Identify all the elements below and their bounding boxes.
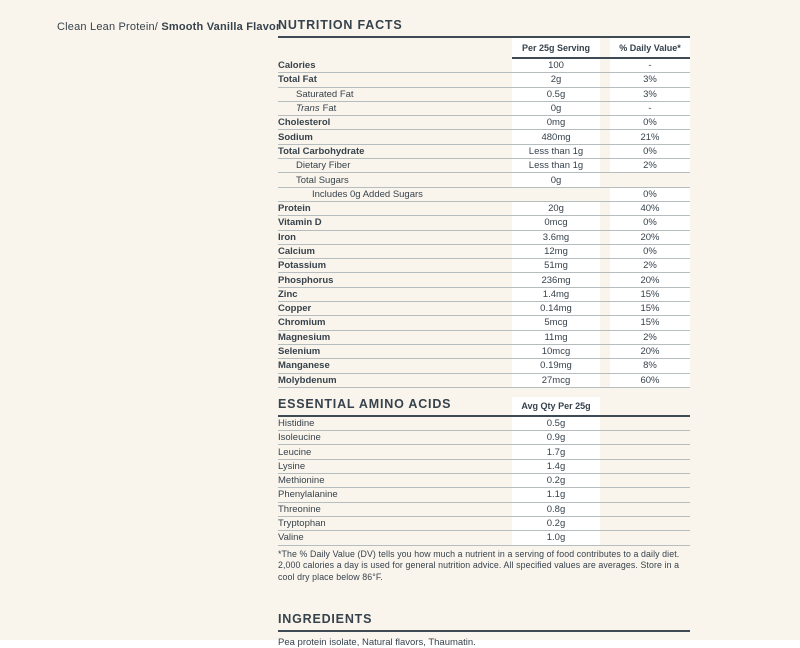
nutrient-label: Includes 0g Added Sugars bbox=[312, 188, 423, 200]
serving-value: 0mcg bbox=[512, 216, 600, 229]
amino-dv-spacer bbox=[610, 431, 690, 444]
daily-value: 15% bbox=[610, 288, 690, 301]
nutrition-row bbox=[278, 345, 690, 359]
nutrient-label: Dietary Fiber bbox=[296, 160, 351, 172]
serving-value: 480mg bbox=[512, 130, 600, 143]
avg-qty-value: 1.7g bbox=[512, 445, 600, 458]
serving-value: 51mg bbox=[512, 259, 600, 272]
nutrient-label: Vitamin D bbox=[278, 217, 322, 229]
daily-value: 40% bbox=[610, 202, 690, 215]
serving-value: 0.19mg bbox=[512, 359, 600, 372]
serving-value: 1.4mg bbox=[512, 288, 600, 301]
nutrition-row bbox=[278, 231, 690, 245]
daily-value: 0% bbox=[610, 145, 690, 158]
nutrient-label: Phosphorus bbox=[278, 274, 334, 286]
amino-dv-spacer bbox=[610, 517, 690, 530]
amino-dv-spacer bbox=[610, 460, 690, 473]
nutrient-label: Cholesterol bbox=[278, 117, 331, 129]
amino-acids-heading: ESSENTIAL AMINO ACIDS bbox=[278, 396, 452, 411]
nutrition-row bbox=[278, 88, 690, 102]
amino-acid-row bbox=[278, 531, 690, 545]
nutrient-label: Selenium bbox=[278, 346, 321, 358]
amino-acid-row bbox=[278, 445, 690, 459]
nutrition-row bbox=[278, 145, 690, 159]
serving-value: 236mg bbox=[512, 273, 600, 286]
serving-value: Less than 1g bbox=[512, 159, 600, 172]
daily-value: 8% bbox=[610, 359, 690, 372]
amino-dv-spacer bbox=[610, 488, 690, 501]
nutrition-row bbox=[278, 188, 690, 202]
daily-value: 15% bbox=[610, 302, 690, 315]
ingredients-list: Pea protein isolate, Natural flavors, Thaumatin. bbox=[278, 637, 476, 648]
amino-acid-label: Valine bbox=[278, 532, 304, 544]
amino-acid-label: Lysine bbox=[278, 460, 306, 472]
label-content bbox=[278, 18, 690, 648]
daily-value: 0% bbox=[610, 245, 690, 258]
amino-acid-row bbox=[278, 474, 690, 488]
daily-value: 20% bbox=[610, 273, 690, 286]
serving-value: 12mg bbox=[512, 245, 600, 258]
nutrient-label: Potassium bbox=[278, 260, 327, 272]
nutrition-row bbox=[278, 73, 690, 87]
nutrient-label: Calcium bbox=[278, 246, 315, 257]
nutrition-row bbox=[278, 259, 690, 273]
nutrient-label: Calories bbox=[278, 60, 316, 72]
serving-value: 2g bbox=[512, 73, 600, 86]
daily-value: 3% bbox=[610, 88, 690, 101]
avg-qty-column-header: Avg Qty Per 25g bbox=[512, 397, 600, 415]
serving-value: 20g bbox=[512, 202, 600, 215]
daily-value: - bbox=[610, 59, 690, 72]
nutrition-row bbox=[278, 102, 690, 116]
daily-value: 2% bbox=[610, 159, 690, 172]
column-header-group bbox=[512, 38, 690, 59]
avg-qty-value: 1.0g bbox=[512, 531, 600, 544]
amino-acid-label: Phenylalanine bbox=[278, 489, 338, 501]
daily-value: 2% bbox=[610, 259, 690, 272]
nutrient-label: Total Carbohydrate bbox=[278, 145, 365, 157]
amino-acids-header bbox=[278, 397, 690, 417]
product-name: Clean Lean Protein/ bbox=[57, 21, 159, 33]
avg-qty-value: 0.9g bbox=[512, 431, 600, 444]
daily-value: 20% bbox=[610, 231, 690, 244]
amino-acid-row bbox=[278, 503, 690, 517]
nutrition-row bbox=[278, 202, 690, 216]
nutrient-label: Magnesium bbox=[278, 331, 331, 343]
daily-value: 15% bbox=[610, 316, 690, 329]
serving-value: 0.14mg bbox=[512, 302, 600, 315]
daily-value: 60% bbox=[610, 374, 690, 387]
serving-value: 0.5g bbox=[512, 88, 600, 101]
nutrient-label: Sodium bbox=[278, 131, 313, 143]
avg-qty-value: 0.2g bbox=[512, 517, 600, 530]
nutrition-row bbox=[278, 302, 690, 316]
amino-dv-spacer bbox=[610, 417, 690, 430]
nutrient-label: Copper bbox=[278, 303, 312, 315]
avg-qty-value: 1.1g bbox=[512, 488, 600, 501]
serving-value: 100 bbox=[512, 59, 600, 72]
nutrition-facts-heading: NUTRITION FACTS bbox=[278, 18, 690, 38]
daily-value-footnote: *The % Daily Value (DV) tells you how much a nutrient in a serving of food contributes to a daily diet. 2,000 calories a day is used for general nutrition advice. All specified values are averages. Store in a cool dry place below 86°F. bbox=[278, 548, 680, 582]
serving-value: 27mcg bbox=[512, 374, 600, 387]
serving-value: 11mg bbox=[512, 331, 600, 344]
amino-acid-label: Histidine bbox=[278, 417, 315, 429]
serving-value: 10mcg bbox=[512, 345, 600, 358]
amino-dv-spacer bbox=[610, 531, 690, 544]
amino-acid-row bbox=[278, 488, 690, 502]
daily-value: 0% bbox=[610, 188, 690, 201]
serving-value: 0g bbox=[512, 173, 600, 186]
daily-value: - bbox=[610, 102, 690, 115]
amino-acid-row bbox=[278, 460, 690, 474]
nutrient-label: Molybdenum bbox=[278, 374, 337, 386]
daily-value: 0% bbox=[610, 116, 690, 129]
daily-value: 0% bbox=[610, 216, 690, 229]
nutrient-label: Saturated Fat bbox=[296, 88, 354, 100]
nutrient-label: Protein bbox=[278, 203, 311, 215]
daily-value-column-header: % Daily Value* bbox=[610, 38, 690, 57]
ingredients-heading: INGREDIENTS bbox=[278, 612, 690, 632]
daily-value: 20% bbox=[610, 345, 690, 358]
nutrition-column-headers bbox=[278, 38, 690, 59]
nutrient-label: Iron bbox=[278, 231, 296, 243]
nutrition-row bbox=[278, 59, 690, 73]
avg-qty-value: 0.8g bbox=[512, 503, 600, 516]
nutrition-row bbox=[278, 216, 690, 230]
nutrition-row bbox=[278, 159, 690, 173]
daily-value: 3% bbox=[610, 73, 690, 86]
daily-value: 21% bbox=[610, 130, 690, 143]
nutrition-row bbox=[278, 173, 690, 187]
product-flavor: Smooth Vanilla Flavor bbox=[161, 21, 281, 33]
avg-qty-value: 0.5g bbox=[512, 417, 600, 430]
daily-value bbox=[610, 173, 690, 186]
amino-acid-label: Isoleucine bbox=[278, 432, 321, 444]
nutrition-row bbox=[278, 273, 690, 287]
nutrient-label: Total Sugars bbox=[296, 174, 349, 186]
nutrition-row bbox=[278, 374, 690, 388]
ingredients-section bbox=[278, 612, 690, 648]
amino-acid-row bbox=[278, 417, 690, 431]
nutrient-label: Trans Fat bbox=[296, 103, 337, 115]
nutrition-row bbox=[278, 359, 690, 373]
serving-column-header: Per 25g Serving bbox=[512, 38, 600, 57]
nutrient-label: Total Fat bbox=[278, 74, 317, 86]
nutrition-row bbox=[278, 116, 690, 130]
nutrition-row bbox=[278, 288, 690, 302]
avg-qty-value: 1.4g bbox=[512, 460, 600, 473]
nutrition-row bbox=[278, 245, 690, 259]
nutrition-row bbox=[278, 316, 690, 330]
nutrient-label: Zinc bbox=[278, 288, 298, 300]
amino-dv-spacer bbox=[610, 445, 690, 458]
amino-dv-spacer bbox=[610, 474, 690, 487]
serving-value: Less than 1g bbox=[512, 145, 600, 158]
nutrition-row bbox=[278, 130, 690, 144]
nutrition-row bbox=[278, 331, 690, 345]
amino-acid-row bbox=[278, 517, 690, 531]
amino-acids-table bbox=[278, 417, 690, 546]
amino-acid-label: Leucine bbox=[278, 446, 312, 458]
amino-acid-row bbox=[278, 431, 690, 445]
amino-header-spacer bbox=[600, 397, 690, 415]
column-header-spacer bbox=[278, 38, 512, 59]
nutrition-table bbox=[278, 59, 690, 388]
amino-acid-label: Tryptophan bbox=[278, 518, 326, 530]
nutrient-label: Chromium bbox=[278, 317, 326, 329]
amino-acid-label: Threonine bbox=[278, 503, 321, 515]
amino-acid-label: Methionine bbox=[278, 475, 325, 487]
product-title bbox=[57, 21, 280, 33]
serving-value: 3.6mg bbox=[512, 231, 600, 244]
serving-value: 5mcg bbox=[512, 316, 600, 329]
amino-dv-spacer bbox=[610, 503, 690, 516]
nutrient-label: Manganese bbox=[278, 360, 330, 372]
serving-value: 0mg bbox=[512, 116, 600, 129]
avg-qty-value: 0.2g bbox=[512, 474, 600, 487]
serving-value: 0g bbox=[512, 102, 600, 115]
serving-value bbox=[512, 188, 600, 201]
daily-value: 2% bbox=[610, 331, 690, 344]
